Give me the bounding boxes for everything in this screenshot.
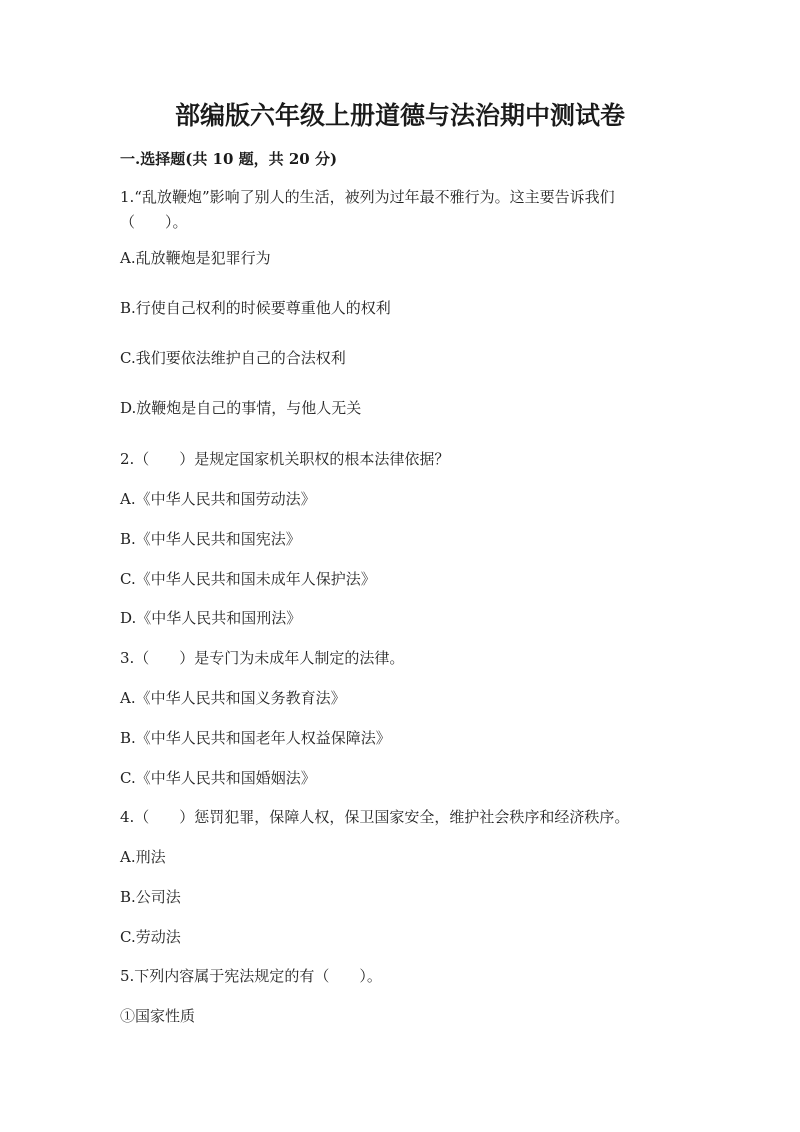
question-2-option-b: B.《中华人民共和国宪法》 xyxy=(120,530,301,548)
question-5-item-1: ①国家性质 xyxy=(120,1007,196,1025)
question-1-option-c: C.我们要依法维护自己的合法权利 xyxy=(120,349,346,367)
question-2-option-c: C.《中华人民共和国未成年人保护法》 xyxy=(120,570,376,588)
question-2-option-a: A.《中华人民共和国劳动法》 xyxy=(120,490,316,508)
question-3-option-b: B.《中华人民共和国老年人权益保障法》 xyxy=(120,729,391,747)
question-4-stem: 4.（ ）惩罚犯罪，保障人权，保卫国家安全，维护社会秩序和经济秩序。 xyxy=(120,808,630,826)
question-1-option-a: A.乱放鞭炮是犯罪行为 xyxy=(120,249,271,267)
question-1-option-b: B.行使自己权利的时候要尊重他人的权利 xyxy=(120,299,391,317)
question-1-stem-line-2: （ ）。 xyxy=(120,213,188,231)
question-1-option-d: D.放鞭炮是自己的事情，与他人无关 xyxy=(120,399,362,417)
page-title: 部编版六年级上册道德与法治期中测试卷 xyxy=(174,101,625,130)
question-4-option-c: C.劳动法 xyxy=(120,928,181,946)
question-2-option-d: D.《中华人民共和国刑法》 xyxy=(120,609,302,627)
question-5-stem: 5.下列内容属于宪法规定的有（ ）。 xyxy=(120,967,382,985)
question-4-option-a: A.刑法 xyxy=(120,848,166,866)
question-3-option-c: C.《中华人民共和国婚姻法》 xyxy=(120,769,316,787)
question-3-option-a: A.《中华人民共和国义务教育法》 xyxy=(120,689,346,707)
question-4-option-b: B.公司法 xyxy=(120,888,181,906)
question-2-stem: 2.（ ）是规定国家机关职权的根本法律依据？ xyxy=(120,450,450,468)
section-heading: 一.选择题(共 10 题，共 20 分) xyxy=(120,150,338,168)
question-3-stem: 3.（ ）是专门为未成年人制定的法律。 xyxy=(120,649,405,667)
question-1-stem-line-1: 1.“乱放鞭炮”影响了别人的生活，被列为过年最不雅行为。这主要告诉我们 xyxy=(120,188,615,206)
